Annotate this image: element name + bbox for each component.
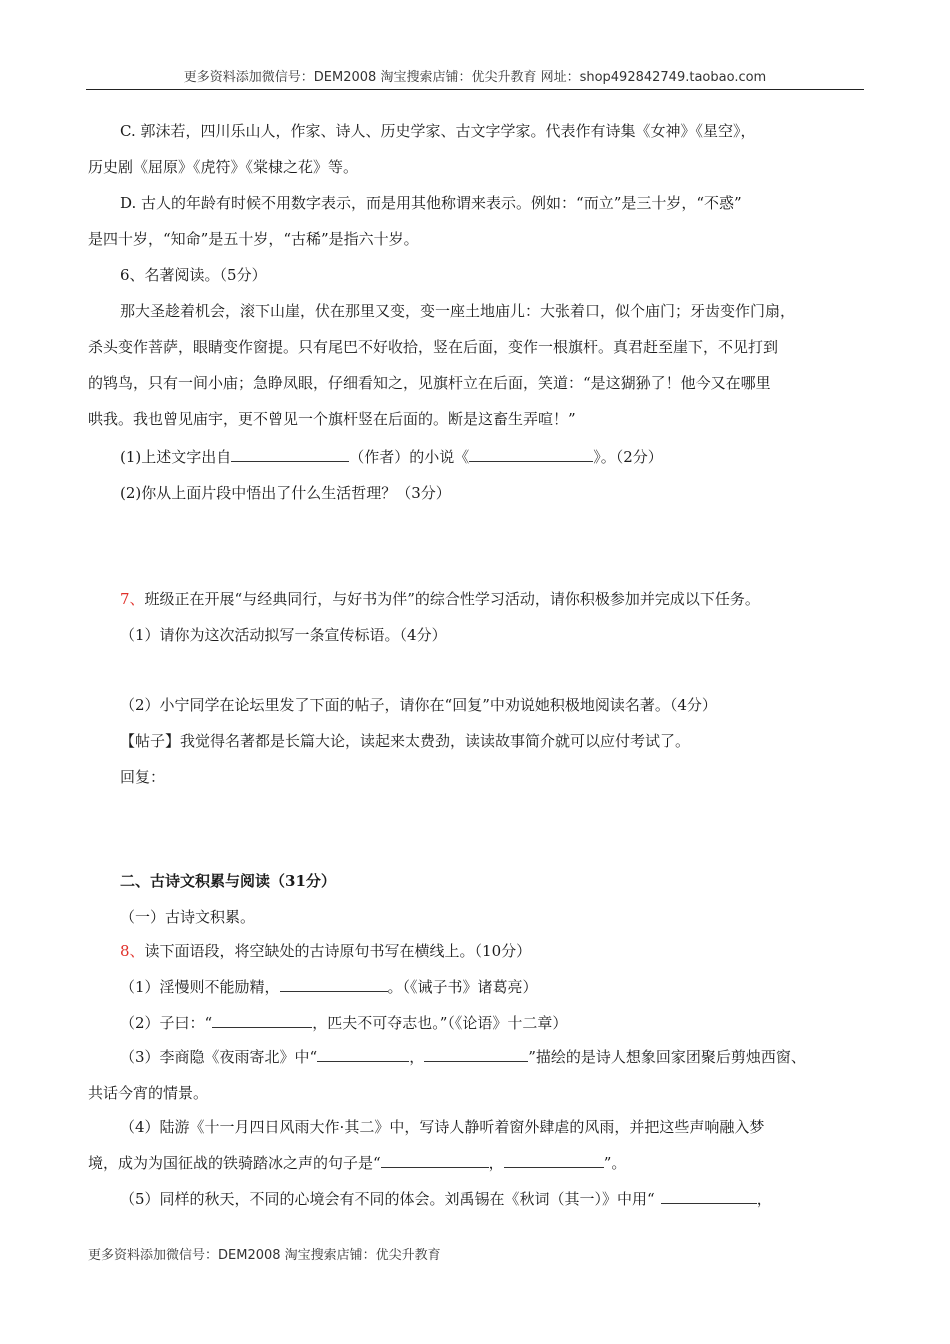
question-8-4: （4）陆游《十一月四日风雨大作·其二》中，写诗人静听着窗外肆虐的风雨，并把这些声响融入梦 (120, 1118, 765, 1136)
question-6-1: (1)上述文字出自 （作者）的小说《 》。（2分） (120, 448, 663, 466)
question-7-title: 7、班级正在开展“与经典同行，与好书为伴”的综合性学习活动，请你积极参加并完成以下任务。 (120, 590, 760, 608)
forum-post: 【帖子】我觉得名著都是长篇大论，读起来太费劲，读读故事简介就可以应付考试了。 (120, 732, 691, 750)
passage-line-3: 的鸨鸟，只有一间小庙；急睁凤眼，仔细看知之，见旗杆立在后面，笑道：“是这猢狲了！他今又在哪里 (88, 374, 771, 392)
question-7-number: 7、 (120, 590, 145, 608)
question-8-1: （1）淫慢则不能励精， 。（《诫子书》诸葛亮） (120, 978, 538, 996)
section-2-heading: 二、古诗文积累与阅读（31分） (120, 872, 336, 890)
author-blank[interactable] (231, 447, 349, 462)
passage-line-2: 杀头变作菩萨，眼睛变作窗提。只有尾巴不好收拾，竖在后面，变作一根旗杆。真君赶至崖下，不见打到 (88, 338, 779, 356)
option-d-line1: D. 古人的年龄有时候不用数字表示，而是用其他称谓来表示。例如：“而立”是三十岁，“不惑” (120, 194, 742, 212)
blank-8-3b[interactable] (424, 1047, 528, 1062)
question-8-5: （5）同样的秋天，不同的心境会有不同的体会。刘禹锡在《秋词（其一）》中用“ ， (120, 1190, 772, 1208)
page-footer: 更多资料添加微信号：DEM2008 淘宝搜索店铺：优尖升教育 (88, 1248, 441, 1263)
question-8-2: （2）子曰：“ ，匹夫不可夺志也。”（《论语》十二章） (120, 1014, 568, 1032)
novel-blank[interactable] (469, 447, 593, 462)
question-8-4-cont: 境，成为为国征战的铁骑踏冰之声的句子是“ ， ”。 (88, 1154, 627, 1172)
subsection-1-heading: （一）古诗文积累。 (120, 908, 256, 926)
question-8-title: 8、读下面语段，将空缺处的古诗原句书写在横线上。（10分） (120, 942, 532, 960)
question-8-3-cont: 共话今宵的情景。 (88, 1084, 209, 1102)
question-7-1: （1）请你为这次活动拟写一条宣传标语。（4分） (120, 626, 447, 644)
question-8-number: 8、 (120, 942, 145, 960)
blank-8-3a[interactable] (317, 1047, 409, 1062)
question-8-3: （3）李商隐《夜雨寄北》中“ ， ”描绘的是诗人想象回家团聚后剪烛西窗、 (120, 1048, 806, 1066)
blank-8-1[interactable] (280, 977, 388, 992)
page-header: 更多资料添加微信号：DEM2008 淘宝搜索店铺：优尖升教育 网址：shop492842749.taobao.com (86, 66, 864, 90)
option-c-line2: 历史剧《屈原》《虎符》《棠棣之花》等。 (88, 158, 359, 176)
question-6-2: (2)你从上面片段中悟出了什么生活哲理？（3分） (120, 484, 451, 502)
question-6-title: 6、名著阅读。（5分） (120, 266, 267, 284)
option-c-line1: C. 郭沫若，四川乐山人，作家、诗人、历史学家、古文字学家。代表作有诗集《女神》《星空》， (120, 122, 756, 140)
blank-8-5[interactable] (661, 1189, 757, 1204)
question-7-2: （2）小宁同学在论坛里发了下面的帖子，请你在“回复”中劝说她积极地阅读名著。（4分） (120, 696, 717, 714)
passage-line-4: 哄我。我也曾见庙宇，更不曾见一个旗杆竖在后面的。断是这畜生弄喧！” (88, 410, 576, 428)
blank-8-2[interactable] (212, 1013, 312, 1028)
option-d-line2: 是四十岁，“知命”是五十岁，“古稀”是指六十岁。 (88, 230, 419, 248)
passage-line-1: 那大圣趁着机会，滚下山崖，伏在那里又变，变一座土地庙儿：大张着口，似个庙门；牙齿变作门扇， (120, 302, 796, 320)
reply-label: 回复： (120, 768, 166, 786)
blank-8-4a[interactable] (381, 1153, 489, 1168)
blank-8-4b[interactable] (504, 1153, 604, 1168)
